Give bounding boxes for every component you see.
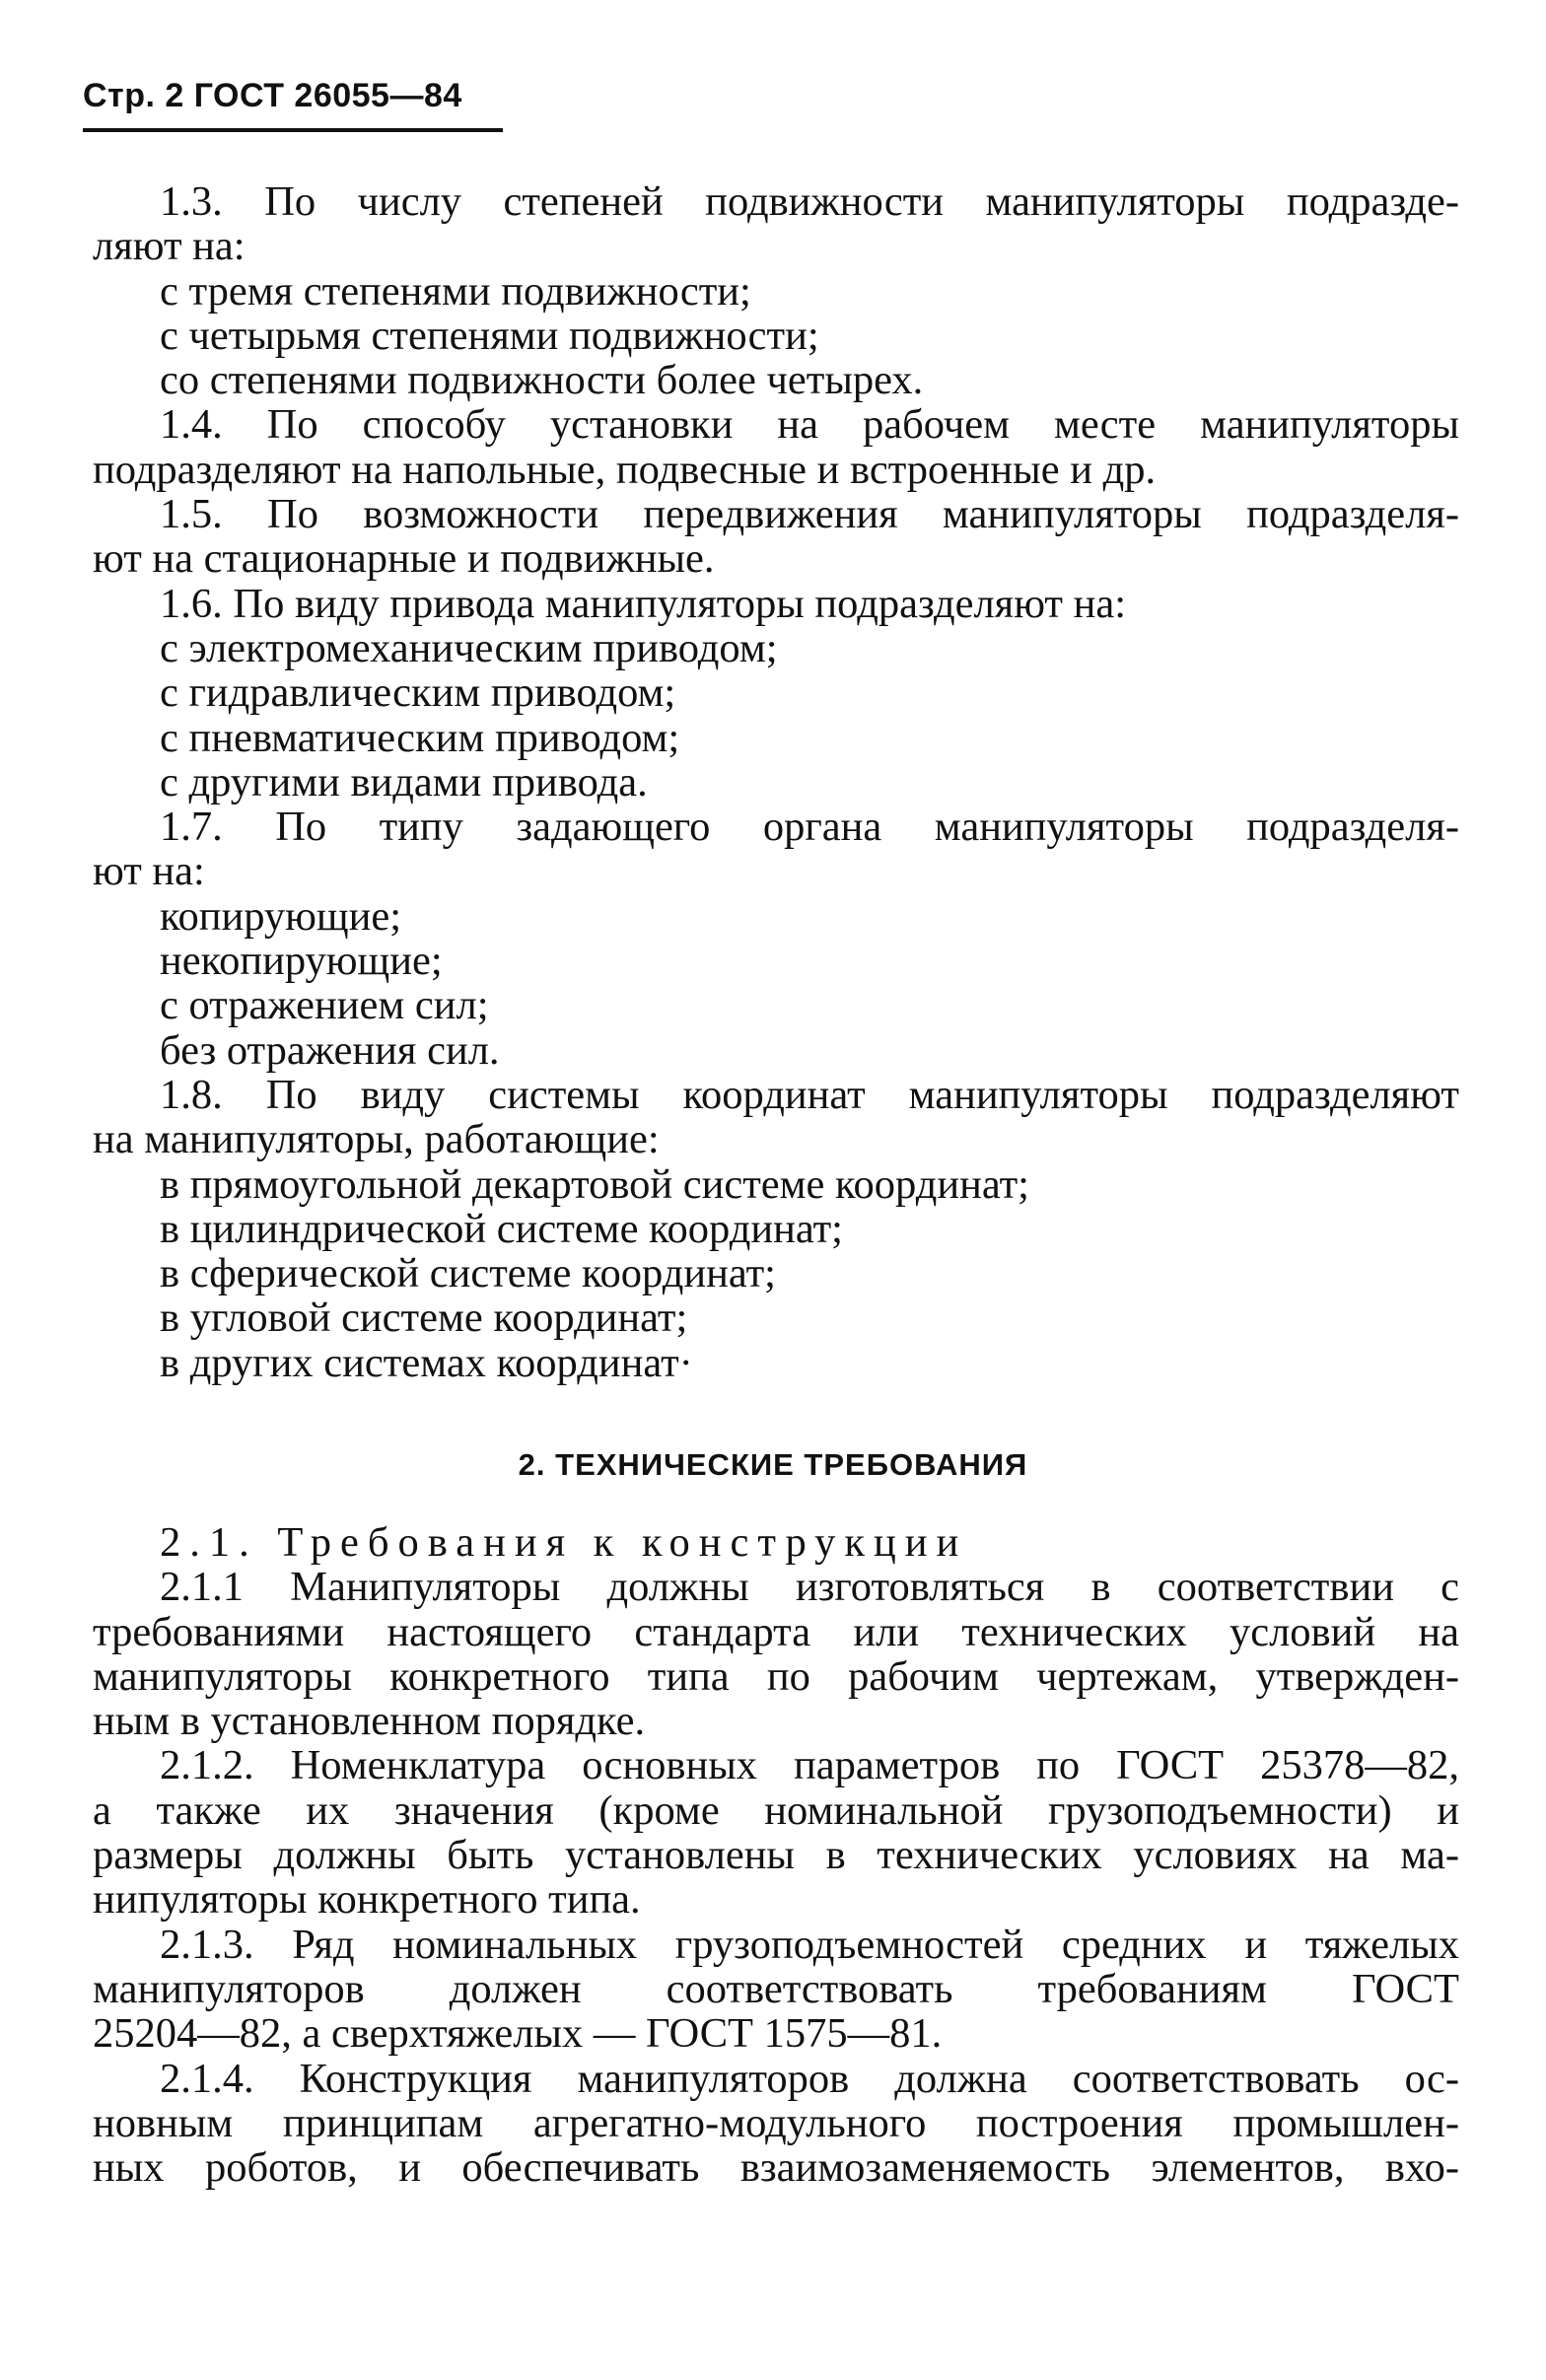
list-item: с пневматическим приводом; [160,714,680,761]
text-line: манипуляторы конкретного типа по рабочим чертежам, утвержден- [93,1652,1459,1700]
list-item: в цилиндрической системе координат; [160,1205,843,1252]
list-item: копирующие; [160,892,402,940]
text-line: ют на стационарные и подвижные. [93,535,715,583]
list-item: без отражения сил. [160,1026,500,1074]
text-line: 1.7. По типу задающего органа манипуляторы подразделя- [160,804,1459,851]
running-head: Стр. 2 ГОСТ 26055—84 [83,77,462,114]
text-line: ют на: [93,848,205,895]
list-item: с тремя степенями подвижности; [160,267,751,315]
paragraph-1-8 [93,1073,1459,1162]
text-line: ным в установленном порядке. [93,1698,646,1745]
paragraph-1-4 [93,402,1459,492]
paragraph-1-7 [93,805,1459,894]
text-line: манипуляторов должен соответствовать требованиям ГОСТ [93,1965,1459,2012]
list-item: в угловой системе координат; [160,1295,688,1342]
text-line: 1.8. По виду системы координат манипуляторы подразделяют [160,1071,1459,1118]
paragraph-1-5 [93,492,1459,582]
text-line: 1.5. По возможности передвижения манипуляторы подразделя- [160,491,1459,538]
subsection-2-1-heading: 2.1. Требования к конструкции [160,1519,968,1566]
text-line: нипуляторы конкретного типа. [93,1876,641,1924]
text-line: 1.4. По способу установки на рабочем месте манипуляторы [160,401,1459,449]
text-line: 25204—82, а сверхтяжелых — ГОСТ 1575—81. [93,2010,943,2058]
list-item: некопирующие; [160,938,443,985]
list-item: в других системах координат· [160,1339,693,1386]
text-line: 1.6. По виду привода манипуляторы подразделяют на: [160,580,1127,627]
text-line: 1.3. По числу степеней подвижности манипуляторы подразде- [160,178,1459,225]
text-line: 2.1.2. Номенклатура основных параметров по ГОСТ 25378—82, [160,1742,1459,1789]
paragraph-2-1-4 [93,2057,1459,2191]
list-item: в сферической системе координат; [160,1250,776,1297]
list-1-8 [93,1162,1459,1385]
text-line: 2.1.3. Ряд номинальных грузоподъемностей средних и тяжелых [160,1921,1459,1968]
list-item: с гидравлическим приводом; [160,669,676,717]
list-item: с электромеханическим приводом; [160,624,778,671]
section-2-title: 2. ТЕХНИЧЕСКИЕ ТРЕБОВАНИЯ [518,1447,1028,1482]
header-rule [83,128,503,132]
paragraph-1-3 [93,179,1459,269]
paragraph-1-6 [93,582,1459,626]
section-2-body [93,1520,1459,2190]
paragraph-2-1-3 [93,1923,1459,2057]
text-line: ных роботов, и обеспечивать взаимозаменяемость элементов, вхо- [93,2144,1459,2192]
text-line: размеры должны быть установлены в технических условиях на ма- [93,1832,1459,1879]
list-item: с отражением сил; [160,982,489,1029]
list-1-6 [93,626,1459,805]
text-line: а также их значения (кроме номинальной грузоподъемности) и [93,1786,1459,1834]
list-item: в прямоугольной декартовой системе координат; [160,1160,1029,1208]
paragraph-2-1-1 [93,1565,1459,1743]
text-line: требованиями настоящего стандарта или технических условий на [93,1608,1459,1655]
list-item: с четырьмя степенями подвижности; [160,312,819,359]
paragraph-2-1-2 [93,1743,1459,1922]
text-line: ляют на: [93,223,246,270]
list-1-7 [93,894,1459,1073]
text-line: на манипуляторы, работающие: [93,1116,660,1163]
text-line: новным принципам агрегатно-модульного построения промышлен- [93,2099,1459,2146]
section-1-body [93,179,1459,1385]
text-line: 2.1.1 Манипуляторы должны изготовляться в соответствии с [160,1564,1459,1611]
text-line: 2.1.4. Конструкция манипуляторов должна соответствовать ос- [160,2055,1459,2102]
list-1-3 [93,269,1459,403]
list-item: с другими видами привода. [160,758,648,805]
list-item: со степенями подвижности более четырех. [160,357,924,404]
text-line: подразделяют на напольные, подвесные и встроенные и др. [93,446,1157,493]
